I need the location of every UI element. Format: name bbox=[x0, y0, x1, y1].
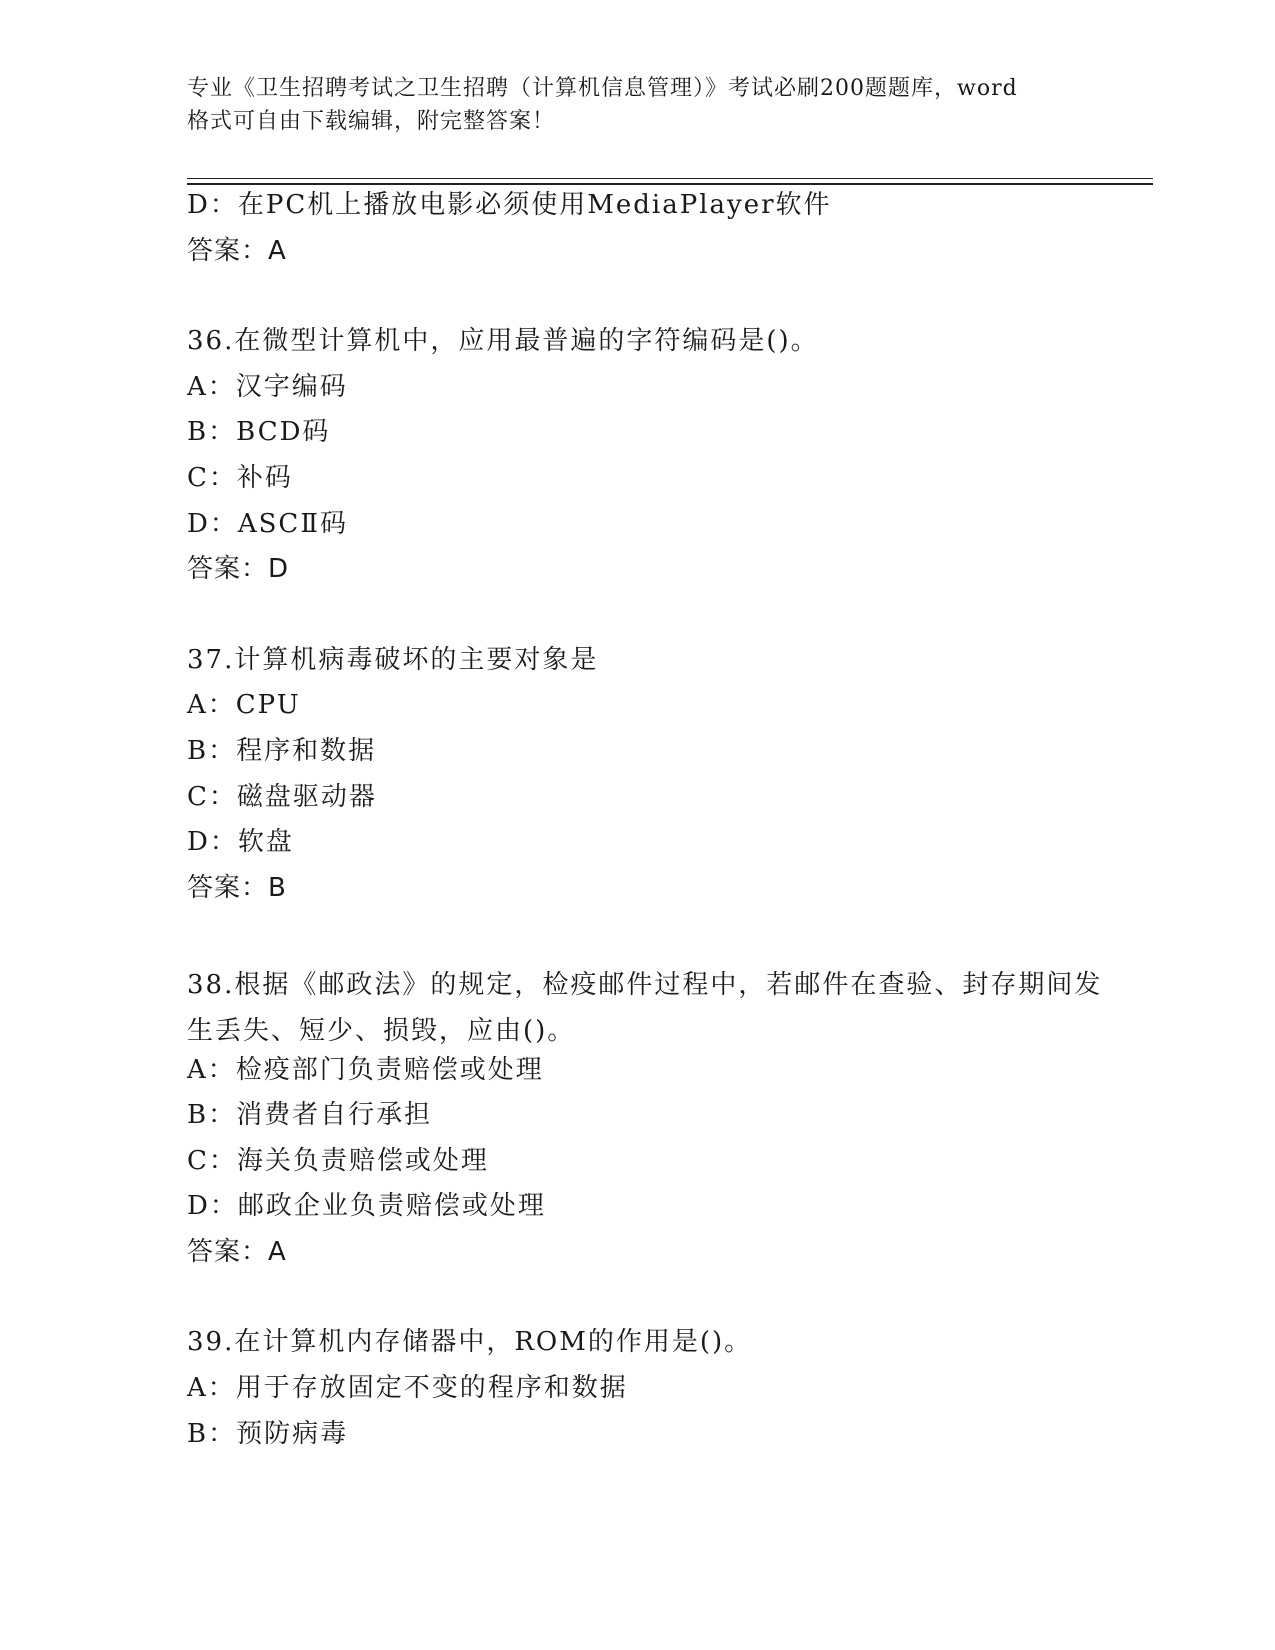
header-divider-thick bbox=[187, 183, 1153, 185]
question-block-38 bbox=[187, 963, 1107, 1267]
question-text: 39.在计算机内存储器中，ROM的作用是()。 bbox=[187, 1327, 753, 1358]
option-b: B：BCD码 bbox=[187, 417, 331, 448]
question-block-36 bbox=[187, 326, 1107, 584]
option-b: B：消费者自行承担 bbox=[187, 1100, 433, 1131]
option-b: B：预防病毒 bbox=[187, 1418, 349, 1449]
option-d: D：ASCⅡ码 bbox=[187, 508, 348, 539]
question-block-39 bbox=[187, 1327, 1107, 1448]
question-list bbox=[187, 190, 1107, 1464]
question-block-37 bbox=[187, 645, 1107, 903]
option-c: C：磁盘驱动器 bbox=[187, 781, 377, 812]
option-d: D：软盘 bbox=[187, 827, 294, 858]
header-line-2: 格式可自由下载编辑，附完整答案！ bbox=[187, 109, 556, 134]
option-a: A：CPU bbox=[187, 690, 301, 721]
question-text: 36.在微型计算机中，应用最普遍的字符编码是()。 bbox=[187, 326, 819, 357]
option-a: A：用于存放固定不变的程序和数据 bbox=[187, 1373, 628, 1404]
document-header bbox=[187, 72, 1087, 138]
answer-line: 答案：D bbox=[187, 554, 290, 585]
question-text: 37.计算机病毒破坏的主要对象是 bbox=[187, 644, 599, 675]
option-a: A：汉字编码 bbox=[187, 371, 348, 402]
option-b: B：程序和数据 bbox=[187, 735, 377, 766]
header-divider-thin bbox=[187, 178, 1153, 179]
option-c: C：海关负责赔偿或处理 bbox=[187, 1145, 489, 1176]
question-block-prev bbox=[187, 190, 1107, 266]
header-line-1: 专业《卫生招聘考试之卫生招聘（计算机信息管理）》考试必刷200题题库，word bbox=[187, 76, 1018, 101]
option-c: C：补码 bbox=[187, 462, 293, 493]
answer-line: 答案：B bbox=[187, 872, 287, 903]
option-d: D：在PC机上播放电影必须使用MediaPlayer软件 bbox=[187, 190, 832, 220]
answer-line: 答案：A bbox=[187, 235, 287, 266]
option-d: D：邮政企业负责赔偿或处理 bbox=[187, 1191, 546, 1222]
option-a: A：检疫部门负责赔偿或处理 bbox=[187, 1054, 544, 1085]
question-text: 38.根据《邮政法》的规定，检疫邮件过程中，若邮件在查验、封存期间发生丢失、短少、损毁，应由()。 bbox=[187, 970, 1103, 1046]
answer-line: 答案：A bbox=[187, 1236, 287, 1267]
